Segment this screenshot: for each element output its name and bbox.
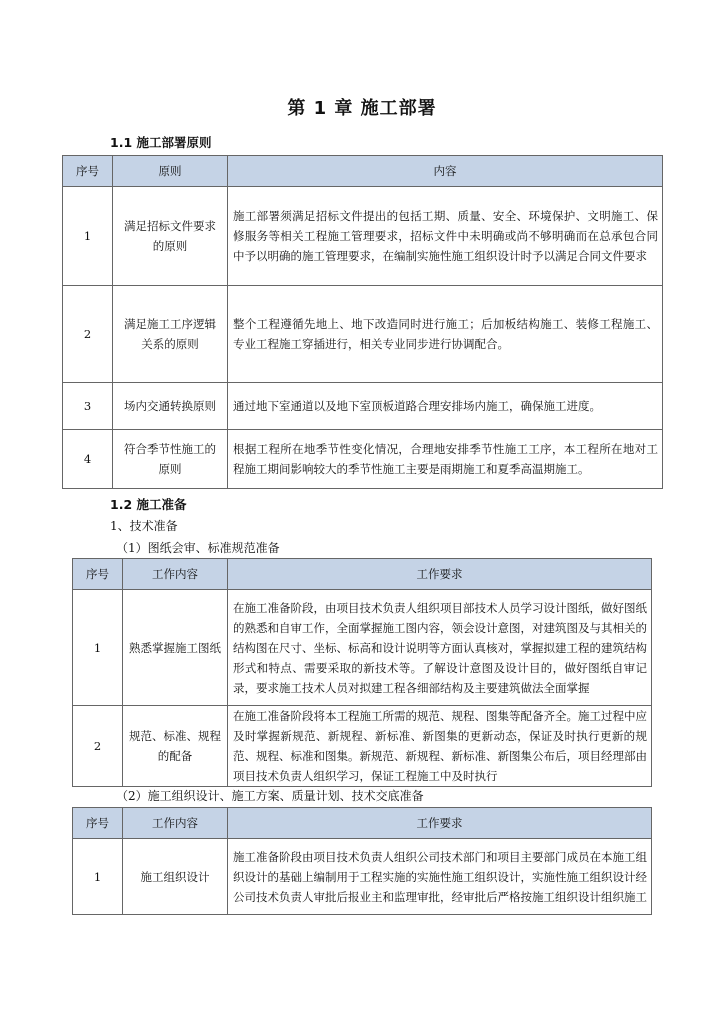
table-row	[73, 706, 652, 787]
header-no: 序号	[73, 808, 123, 839]
row-principle: 场内交通转换原则	[113, 383, 228, 430]
table-row	[63, 430, 663, 489]
header-no: 序号	[73, 559, 123, 590]
row-content: 根据工程所在地季节性变化情况，合理地安排季节性施工工序，本工程所在地对工程施工期间影响较大的季节性施工主要是雨期施工和夏季高温期施工。	[228, 430, 663, 489]
header-work: 工作内容	[123, 559, 228, 590]
row-no: 2	[63, 286, 113, 383]
row-principle: 满足招标文件要求的原则	[113, 187, 228, 286]
header-work: 工作内容	[123, 808, 228, 839]
row-principle: 符合季节性施工的原则	[113, 430, 228, 489]
row-content: 整个工程遵循先地上、地下改造同时进行施工；后加板结构施工、装修工程施工、专业工程施工穿插进行，相关专业同步进行协调配合。	[228, 286, 663, 383]
table-row	[73, 839, 652, 915]
row-no: 1	[63, 187, 113, 286]
table-row	[63, 286, 663, 383]
header-no: 序号	[63, 156, 113, 187]
drawings-standards-table	[72, 558, 652, 787]
construction-org-design-table	[72, 807, 652, 915]
header-requirement: 工作要求	[228, 808, 652, 839]
deployment-principles-table	[62, 155, 663, 489]
row-content: 通过地下室通道以及地下室顶板道路合理安排场内施工，确保施工进度。	[228, 383, 663, 430]
section-heading-1-1: 1.1 施工部署原则	[110, 135, 212, 150]
chapter-title: 第 1 章 施工部署	[287, 98, 437, 119]
table-header-row	[63, 156, 663, 187]
row-work: 熟悉掌握施工图纸	[123, 590, 228, 706]
table-header-row	[73, 808, 652, 839]
subheading-technical-prep: 1、技术准备	[110, 519, 178, 533]
table-header-row	[73, 559, 652, 590]
subheading-construction-org-design: （2）施工组织设计、施工方案、质量计划、技术交底准备	[116, 789, 424, 803]
subheading-drawings-standards: （1）图纸会审、标准规范准备	[116, 541, 280, 555]
row-principle: 满足施工工序逻辑关系的原则	[113, 286, 228, 383]
row-no: 1	[73, 839, 123, 915]
table-row	[73, 590, 652, 706]
row-requirement: 在施工准备阶段，由项目技术负责人组织项目部技术人员学习设计图纸，做好图纸的熟悉和自审工作，全面掌握施工图内容，领会设计意图，对建筑图及与其相关的结构图在尺寸、坐标、标高和设计说明等方面认真核对，掌握拟建工程的建筑结构形式和特点、需要采取的新技术等。了解设计意图及设计目的，做好图纸自审记录，要求施工技术人员对拟建工程各细部结构及主要建筑做法全面掌握	[228, 590, 652, 706]
row-no: 4	[63, 430, 113, 489]
row-work: 施工组织设计	[123, 839, 228, 915]
row-no: 3	[63, 383, 113, 430]
header-content: 内容	[228, 156, 663, 187]
row-no: 1	[73, 590, 123, 706]
header-principle: 原则	[113, 156, 228, 187]
row-requirement: 在施工准备阶段将本工程施工所需的规范、规程、图集等配备齐全。施工过程中应及时掌握新规范、新规程、新标准、新图集的更新动态，保证及时执行更新的规范、规程、标准和图集。新规范、新规程、新标准、新图集公布后，项目经理部由项目技术负责人组织学习，保证工程施工中及时执行	[228, 706, 652, 787]
section-heading-1-2: 1.2 施工准备	[110, 497, 187, 512]
table-row	[63, 383, 663, 430]
row-work: 规范、标准、规程的配备	[123, 706, 228, 787]
header-requirement: 工作要求	[228, 559, 652, 590]
row-content: 施工部署须满足招标文件提出的包括工期、质量、安全、环境保护、文明施工、保修服务等相关工程施工管理要求，招标文件中未明确或尚不够明确而在总承包合同中予以明确的施工管理要求，在编制实施性施工组织设计时予以满足合同文件要求	[228, 187, 663, 286]
row-requirement: 施工准备阶段由项目技术负责人组织公司技术部门和项目主要部门成员在本施工组织设计的基础上编制用于工程实施的实施性施工组织设计，实施性施工组织设计经公司技术负责人审批后报业主和监理审批，经审批后严格按施工组织设计组织施工	[228, 839, 652, 915]
table-row	[63, 187, 663, 286]
row-no: 2	[73, 706, 123, 787]
